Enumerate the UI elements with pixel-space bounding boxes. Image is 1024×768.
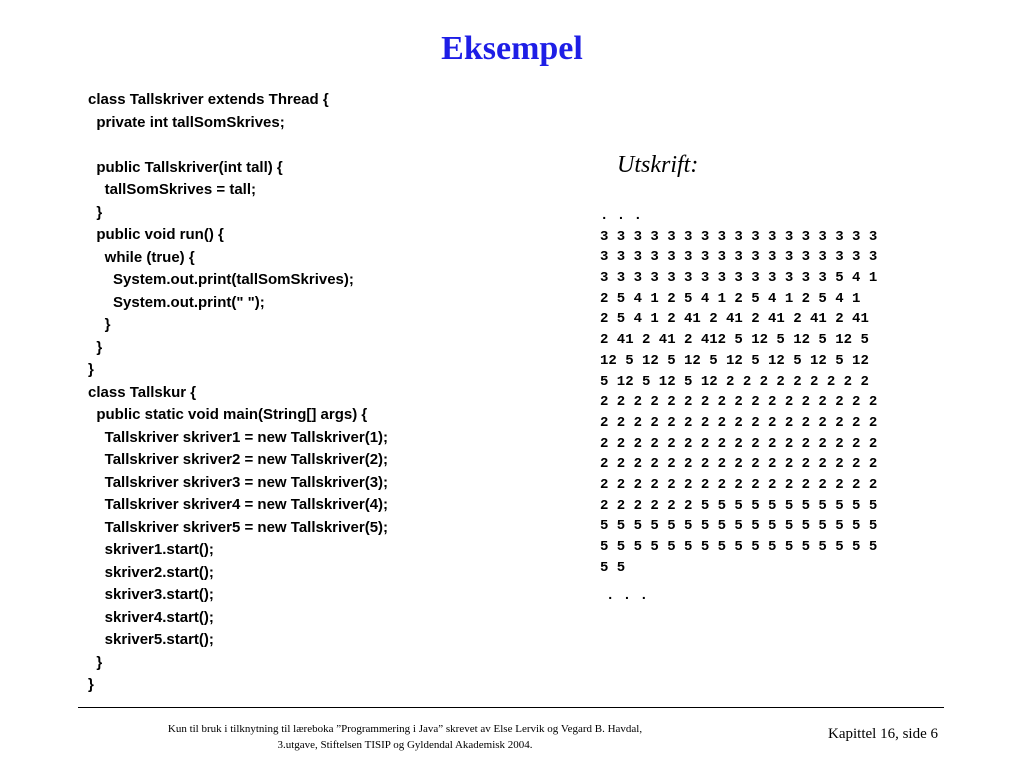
slide-title: Eksempel <box>441 30 583 67</box>
code-line: } <box>88 676 94 693</box>
output-line: . . . <box>600 208 643 224</box>
output-line: 2 5 4 1 2 41 2 41 2 41 2 41 2 41 <box>600 311 869 328</box>
code-line: Tallskriver skriver3 = new Tallskriver(3); <box>88 473 389 491</box>
code-line: Tallskriver skriver1 = new Tallskriver(1); <box>88 428 389 446</box>
output-line: 2 2 2 2 2 2 2 2 2 2 2 2 2 2 2 2 2 <box>600 456 878 473</box>
code-line: skriver2.start(); <box>88 563 214 581</box>
code-line: public Tallskriver(int tall) { <box>88 158 283 176</box>
code-line: } <box>88 316 111 333</box>
output-line: 3 3 3 3 3 3 3 3 3 3 3 3 3 3 3 3 3 <box>600 249 878 266</box>
page-number: Kapittel 16, side 6 <box>828 726 938 742</box>
code-line: System.out.print(tallSomSkrives); <box>88 271 354 288</box>
code-line: public static void main(String[] args) { <box>88 406 368 423</box>
code-listing <box>88 89 388 697</box>
code-line <box>88 134 388 157</box>
code-line: while (true) { <box>88 248 195 266</box>
output-line: 2 5 4 1 2 5 4 1 2 5 4 1 2 5 4 1 <box>600 290 861 307</box>
code-line: Tallskriver skriver2 = new Tallskriver(2); <box>88 451 389 468</box>
code-line: skriver1.start(); <box>88 541 214 558</box>
footer-note <box>140 721 670 753</box>
footer-divider <box>78 707 944 708</box>
code-line: } <box>88 653 103 671</box>
footer-note-line-1: Kun til bruk i tilknytning til læreboka ”Programmering i Java” skrevet av Else Lervik og Vegard B. Havdal, <box>167 723 643 735</box>
code-line: skriver3.start(); <box>88 586 214 603</box>
output-line: 5 5 5 5 5 5 5 5 5 5 5 5 5 5 5 5 5 <box>600 518 878 535</box>
code-line: } <box>88 338 103 356</box>
code-line: } <box>88 203 103 221</box>
code-line: tallSomSkrives = tall; <box>88 181 256 198</box>
code-line: public void run() { <box>88 226 224 243</box>
code-line: class Tallskriver extends Thread { <box>88 91 329 108</box>
output-line: 5 5 <box>600 559 626 576</box>
console-output <box>600 206 877 578</box>
output-line: 2 2 2 2 2 2 2 2 2 2 2 2 2 2 2 2 2 <box>600 476 878 493</box>
code-line: Tallskriver skriver4 = new Tallskriver(4); <box>88 496 389 513</box>
code-line: } <box>88 361 94 378</box>
output-line: 2 41 2 41 2 412 5 12 5 12 5 12 5 <box>600 332 869 349</box>
output-line: 12 5 12 5 12 5 12 5 12 5 12 5 12 <box>600 352 869 369</box>
code-line: System.out.print(" "); <box>88 293 265 311</box>
output-ellipsis-end: . . . <box>606 588 649 604</box>
code-line: skriver4.start(); <box>88 608 214 626</box>
footer-note-line-2: 3.utgave, Stiftelsen TISIP og Gyldendal Akademisk 2004. <box>277 739 533 751</box>
code-line: Tallskriver skriver5 = new Tallskriver(5); <box>88 518 389 536</box>
output-line: 2 2 2 2 2 2 2 2 2 2 2 2 2 2 2 2 2 <box>600 414 878 431</box>
code-line: skriver5.start(); <box>88 631 214 648</box>
output-line: 2 2 2 2 2 2 2 2 2 2 2 2 2 2 2 2 2 <box>600 435 878 452</box>
code-line: private int tallSomSkrives; <box>88 113 285 131</box>
output-line: 2 2 2 2 2 2 2 2 2 2 2 2 2 2 2 2 2 <box>600 394 878 411</box>
output-line: 3 3 3 3 3 3 3 3 3 3 3 3 3 3 3 3 3 <box>600 228 878 245</box>
output-heading: Utskrift: <box>617 152 699 178</box>
output-line: 3 3 3 3 3 3 3 3 3 3 3 3 3 3 5 4 1 <box>600 270 878 287</box>
output-line: 2 2 2 2 2 2 5 5 5 5 5 5 5 5 5 5 5 <box>600 497 878 514</box>
output-line: 5 5 5 5 5 5 5 5 5 5 5 5 5 5 5 5 5 <box>600 539 878 555</box>
code-line: class Tallskur { <box>88 383 197 401</box>
output-line: 5 12 5 12 5 12 2 2 2 2 2 2 2 2 2 <box>600 373 869 390</box>
